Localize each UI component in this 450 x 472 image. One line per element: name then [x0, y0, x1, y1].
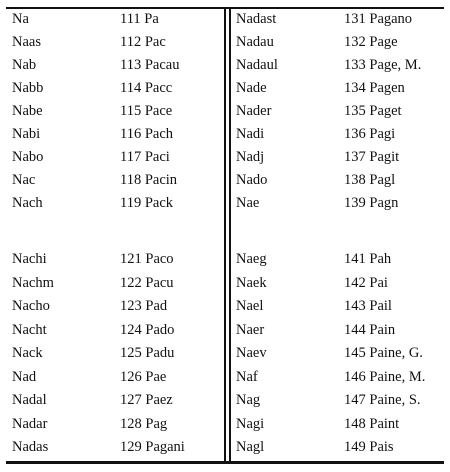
- surname-prefix: Nadal: [12, 392, 47, 408]
- cutter-number: 114 Pacc: [120, 80, 173, 96]
- cutter-number: 135 Paget: [344, 103, 402, 119]
- surname-prefix: Nado: [236, 172, 268, 188]
- cutter-number: 148 Paint: [344, 415, 400, 432]
- surname-prefix: Nagi: [236, 415, 265, 432]
- surname-prefix: Nad: [12, 368, 37, 385]
- surname-prefix: Naev: [236, 345, 267, 361]
- cutter-number: 136 Pagi: [344, 126, 396, 142]
- cutter-number: 134 Pagen: [344, 80, 405, 96]
- cutter-number: 138 Pagl: [344, 172, 396, 188]
- surname-prefix: Nachm: [12, 274, 54, 291]
- cutter-number: 121 Paco: [120, 251, 174, 267]
- cutter-number: 139 Pagn: [344, 195, 399, 211]
- surname-prefix: Nach: [12, 195, 43, 211]
- cutter-number: 137 Pagit: [344, 149, 400, 165]
- cutter-number: 142 Pai: [344, 274, 388, 291]
- cutter-number: 112 Pac: [120, 34, 166, 50]
- cutter-number: 126 Pae: [120, 368, 167, 385]
- cutter-number: 147 Paine, S.: [344, 392, 421, 408]
- surname-prefix: Nab: [12, 57, 37, 73]
- surname-prefix: Naek: [236, 274, 267, 291]
- surname-prefix: Naf: [236, 368, 258, 385]
- surname-prefix: Nac: [12, 172, 36, 188]
- cutter-number: 124 Pado: [120, 321, 175, 338]
- surname-prefix: Nadar: [12, 415, 48, 432]
- cutter-number: 117 Paci: [120, 149, 170, 165]
- surname-prefix: Nael: [236, 298, 264, 314]
- cutter-number: 127 Paez: [120, 392, 173, 408]
- surname-prefix: Nadau: [236, 34, 274, 50]
- cutter-number: 133 Page, M.: [344, 57, 422, 73]
- surname-prefix: Naer: [236, 321, 265, 338]
- surname-prefix: Na: [12, 11, 29, 27]
- cutter-number: 145 Paine, G.: [344, 345, 423, 361]
- cutter-number: 118 Pacin: [120, 172, 178, 188]
- surname-prefix: Nachi: [12, 251, 47, 267]
- surname-prefix: Nade: [236, 80, 267, 96]
- cutter-number: 125 Padu: [120, 345, 175, 361]
- cutter-number: 129 Pagani: [120, 439, 185, 455]
- cutter-number: 146 Paine, M.: [344, 368, 426, 385]
- cutter-number: 132 Page: [344, 34, 398, 50]
- surname-prefix: Nacho: [12, 298, 50, 314]
- cutter-number: 144 Pain: [344, 321, 396, 338]
- surname-prefix: Nadast: [236, 11, 277, 27]
- center-double-rule-left: [224, 8, 226, 462]
- cutter-number: 149 Pais: [344, 439, 394, 455]
- surname-prefix: Nadi: [236, 126, 265, 142]
- surname-prefix: Naas: [12, 34, 41, 50]
- cutter-number: 143 Pail: [344, 298, 392, 314]
- cutter-number: 131 Pagano: [344, 11, 413, 27]
- cutter-number: 116 Pach: [120, 126, 174, 142]
- surname-prefix: Nag: [236, 392, 261, 408]
- center-double-rule-right: [229, 8, 231, 462]
- surname-prefix: Nadj: [236, 149, 265, 165]
- surname-prefix: Nae: [236, 195, 260, 211]
- cutter-number: 111 Pa: [120, 11, 159, 27]
- bottom-rule: [6, 461, 444, 464]
- cutter-number: 123 Pad: [120, 298, 168, 314]
- surname-prefix: Nagl: [236, 439, 265, 455]
- cutter-number: 115 Pace: [120, 103, 173, 119]
- surname-prefix: Nabo: [12, 149, 44, 165]
- surname-prefix: Nabe: [12, 103, 43, 119]
- surname-prefix: Nader: [236, 103, 272, 119]
- surname-prefix: Nadaul: [236, 57, 278, 73]
- surname-prefix: Nabb: [12, 80, 44, 96]
- cutter-number: 141 Pah: [344, 251, 392, 267]
- surname-prefix: Nabi: [12, 126, 41, 142]
- cutter-number: 119 Pack: [120, 195, 174, 211]
- cutter-number: 128 Pag: [120, 415, 168, 432]
- cutter-number: 113 Pacau: [120, 57, 180, 73]
- cutter-number: 122 Pacu: [120, 274, 174, 291]
- surname-prefix: Nadas: [12, 439, 49, 455]
- surname-prefix: Nack: [12, 345, 43, 361]
- surname-prefix: Naeg: [236, 251, 267, 267]
- surname-prefix: Nacht: [12, 321, 47, 338]
